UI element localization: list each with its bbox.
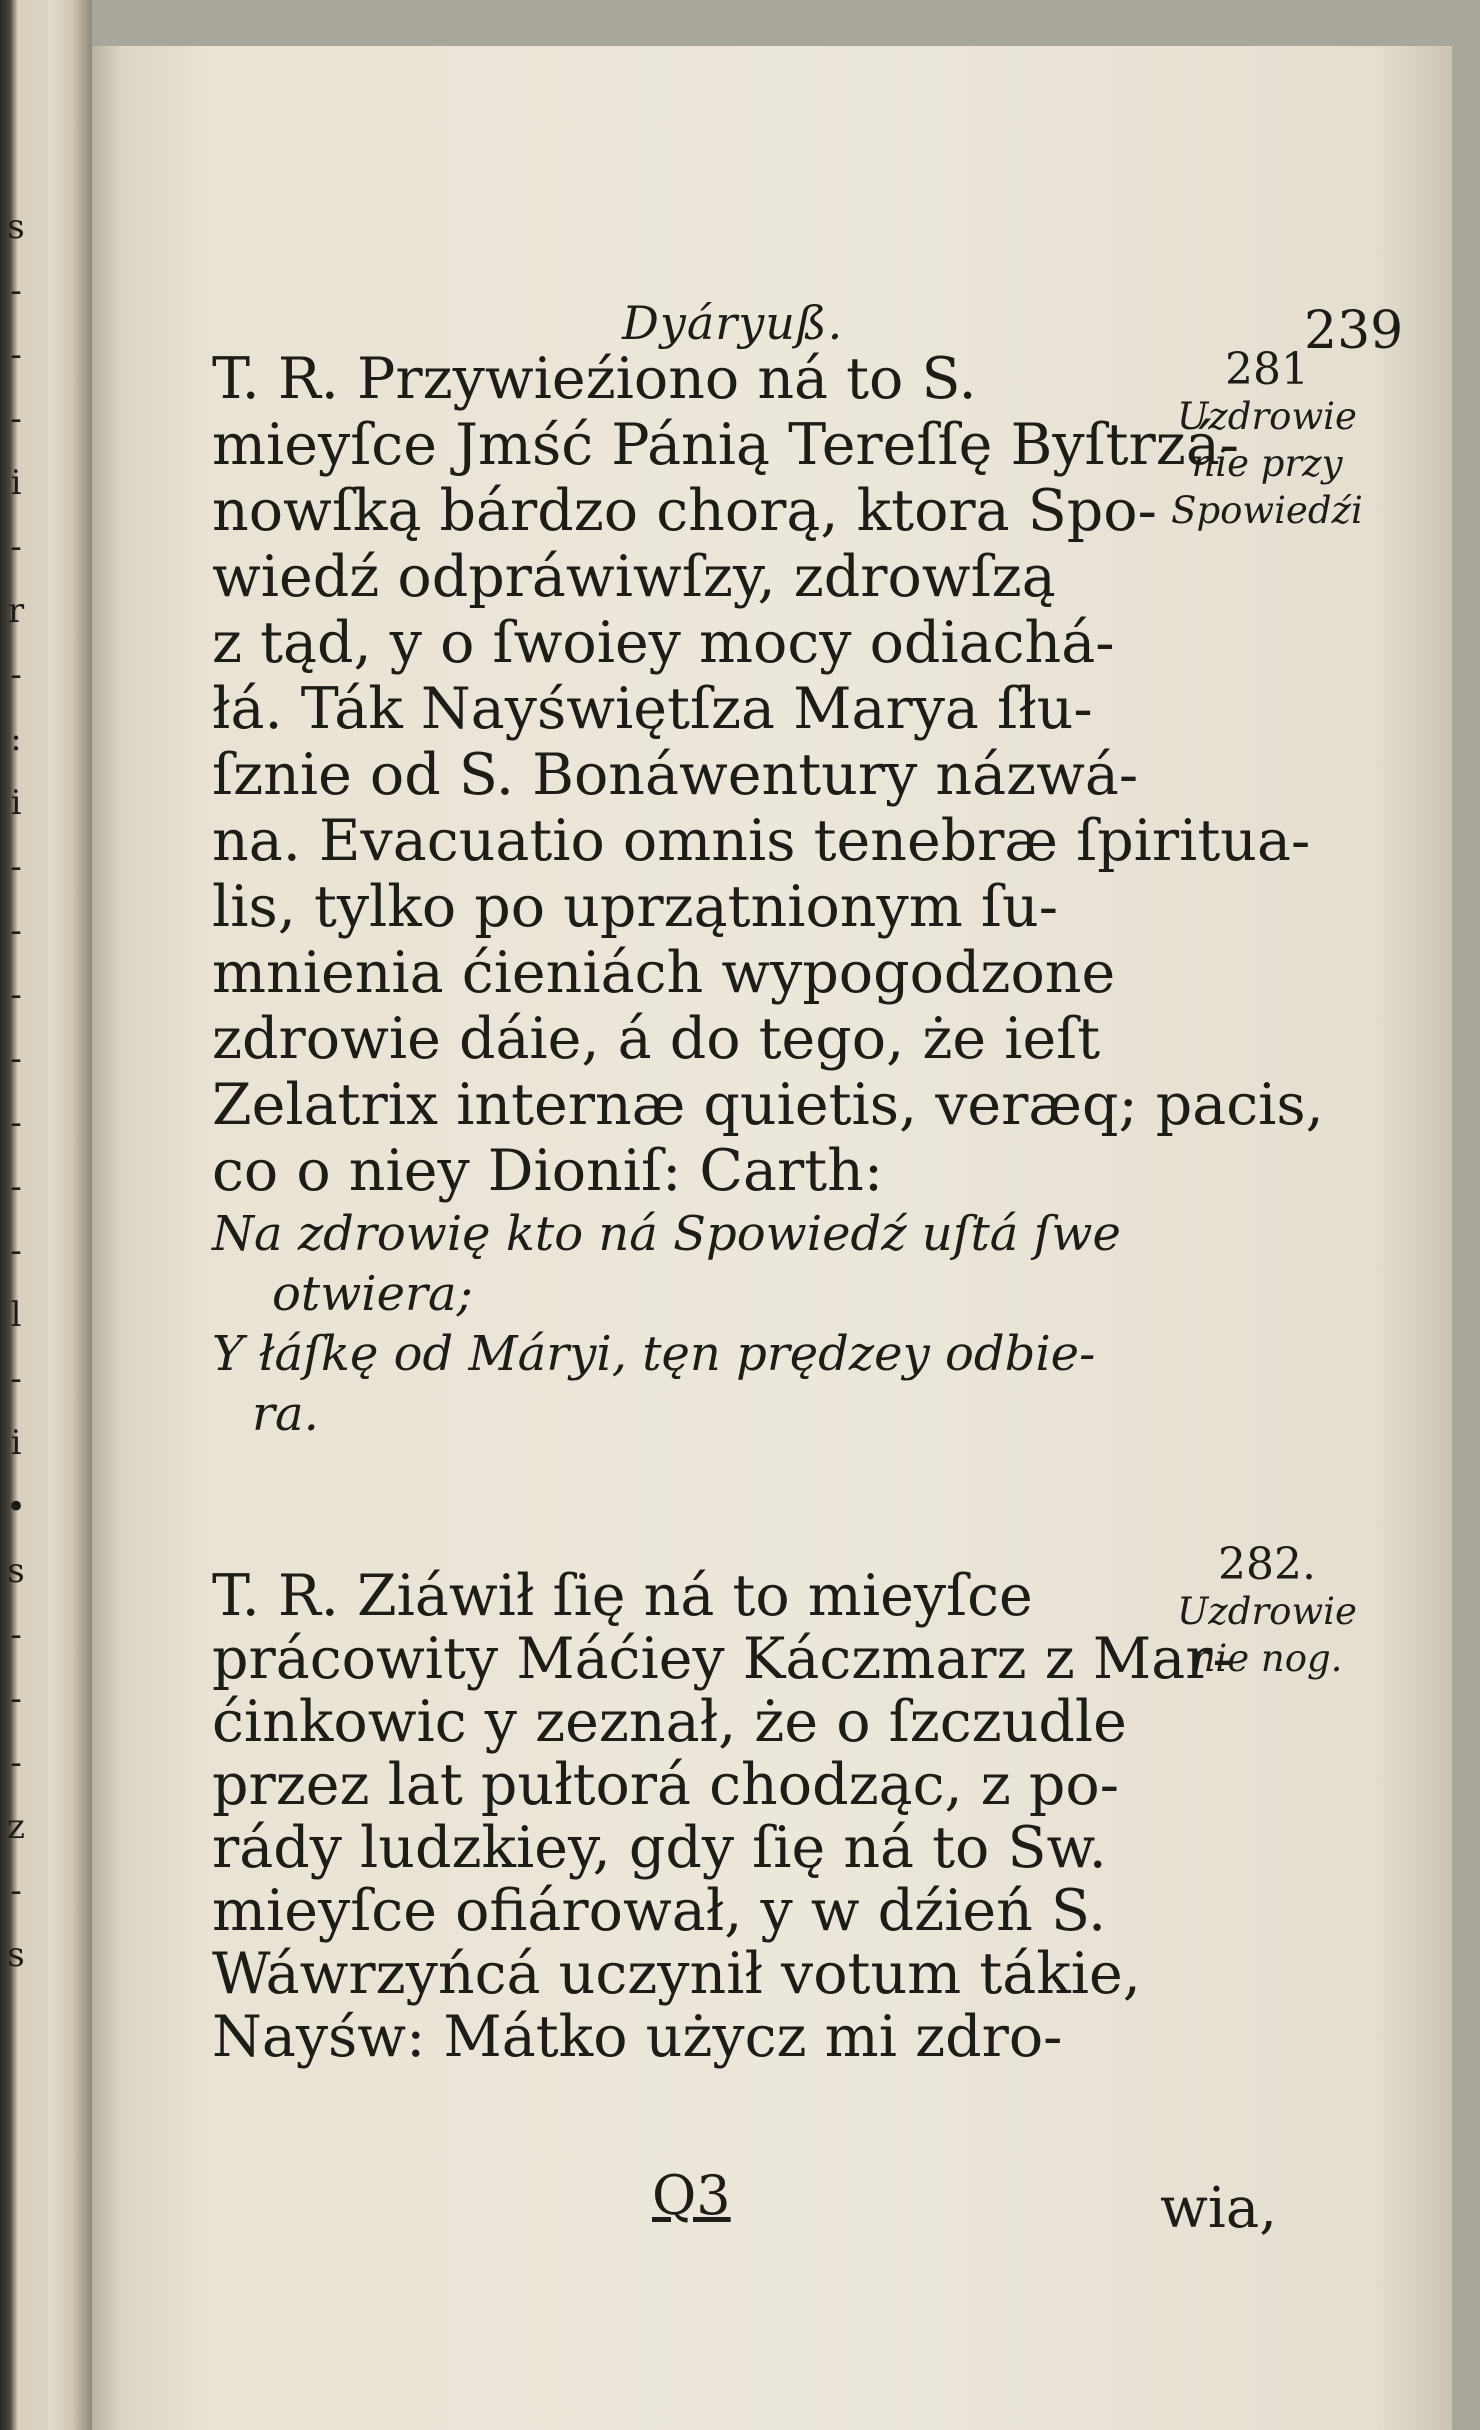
- left-page-fragment: s: [7, 1551, 25, 1591]
- text-line: zdrowie dáie, á do tego, że ieſt: [212, 1006, 1101, 1072]
- left-page-fragment: -: [10, 335, 22, 375]
- text-line: Zelatrix internæ quietis, veræq; pacis,: [212, 1072, 1324, 1138]
- verse-line: ra.: [252, 1386, 319, 1442]
- left-page-fragment: i: [10, 1423, 22, 1463]
- text-line: lis, tylko po uprzątnionym ſu-: [212, 874, 1058, 940]
- left-page-fragment: -: [10, 1679, 22, 1719]
- left-page-fragment: -: [10, 1039, 22, 1079]
- text-line: ćinkowic y zeznał, że o ſzczudle: [212, 1689, 1127, 1755]
- left-page-fragment: r: [7, 591, 25, 631]
- left-page-fragment: -: [10, 399, 22, 439]
- margin-note-number: 281: [1225, 344, 1309, 395]
- left-page-fragment: -: [10, 1615, 22, 1655]
- verse-line: Y łáſkę od Máryi, tęn prędzey odbie-: [212, 1326, 1096, 1382]
- left-page-fragment: -: [10, 655, 22, 695]
- text-line: łá. Ták Nayświętſza Marya ſłu-: [212, 676, 1093, 742]
- left-page-fragment: s: [7, 1935, 25, 1975]
- left-page-strip: [48, 0, 92, 2430]
- left-page-fragments: [6, 207, 46, 2010]
- body-text-section-2: [212, 1563, 1232, 2070]
- text-line: ſznie od S. Bonáwentury názwá-: [212, 742, 1139, 808]
- catchword: wia,: [1160, 2176, 1278, 2241]
- left-page-fragment: •: [6, 1487, 27, 1527]
- left-page-fragment: -: [10, 1103, 22, 1143]
- left-page-fragment: -: [10, 271, 22, 311]
- left-page-fragment: i: [10, 783, 22, 823]
- left-page-fragment: s: [7, 207, 25, 247]
- left-page-fragment: -: [10, 911, 22, 951]
- book-page: [92, 46, 1452, 2430]
- margin-note-281: [1137, 346, 1397, 534]
- text-line: prácowity Máćiey Káczmarz z Mar-: [212, 1626, 1232, 1692]
- text-line: przez lat pułtorá chodząc, z po-: [212, 1752, 1119, 1818]
- text-line: na. Evacuatio omnis tenebræ ſpiritua-: [212, 808, 1311, 874]
- text-line: rády ludzkiey, gdy ſię ná to Sw.: [212, 1815, 1107, 1881]
- left-page-fragment: -: [10, 847, 22, 887]
- running-head: Dyáryuß.: [622, 296, 844, 350]
- margin-note-line: Uzdrowie: [1177, 395, 1357, 438]
- left-page-fragment: :: [10, 719, 22, 759]
- left-page-fragment: -: [10, 1359, 22, 1399]
- margin-note-number: 282.: [1218, 1539, 1316, 1590]
- text-line: Wáwrzyńcá uczynił votum tákie,: [212, 1941, 1141, 2007]
- margin-note-line: nie nog.: [1191, 1637, 1343, 1680]
- left-page-fragment: -: [10, 1231, 22, 1271]
- text-line: mnienia ćieniách wypogodzone: [212, 940, 1116, 1006]
- text-line: T. R. Przywieźiono ná to S.: [212, 346, 977, 412]
- left-page-fragment: z: [7, 1807, 25, 1847]
- left-page-fragment: -: [10, 1743, 22, 1783]
- left-page-fragment: i: [10, 463, 22, 503]
- text-line: mieyſce ofiárował, y w dźień S.: [212, 1878, 1107, 1944]
- left-page-fragment: -: [10, 975, 22, 1015]
- margin-note-line: Spowiedźi: [1171, 489, 1363, 532]
- text-line: nowſką bárdzo chorą, ktora Spo-: [212, 478, 1157, 544]
- signature-mark: Q3: [652, 2164, 731, 2227]
- text-line: Nayśw: Mátko użycz mi zdro-: [212, 2004, 1063, 2070]
- text-line: wiedź odpráwiwſzy, zdrowſzą: [212, 544, 1056, 610]
- text-line: co o niey Dioniſ: Carth:: [212, 1138, 884, 1204]
- left-page-fragment: -: [10, 527, 22, 567]
- left-page-fragment: -: [10, 1167, 22, 1207]
- verse-line: otwiera;: [272, 1266, 473, 1322]
- text-line: T. R. Ziáwił ſię ná to mieyſce: [212, 1563, 1033, 1629]
- margin-note-line: nie przy: [1191, 442, 1343, 485]
- left-page-fragment: l: [10, 1295, 22, 1335]
- margin-note-line: Uzdrowie: [1177, 1590, 1357, 1633]
- text-line: z tąd, y o ſwoiey mocy odiachá-: [212, 610, 1115, 676]
- verse-line: Na zdrowię kto ná Spowiedź uſtá ſwe: [212, 1206, 1121, 1262]
- left-page-fragment: -: [10, 1871, 22, 1911]
- margin-note-282: [1137, 1541, 1397, 1682]
- verse-block: [212, 1204, 1142, 1444]
- page-number: 239: [1304, 301, 1404, 361]
- text-line: mieyſce Jmść Pánią Tereſſę Byſtrzá-: [212, 412, 1240, 478]
